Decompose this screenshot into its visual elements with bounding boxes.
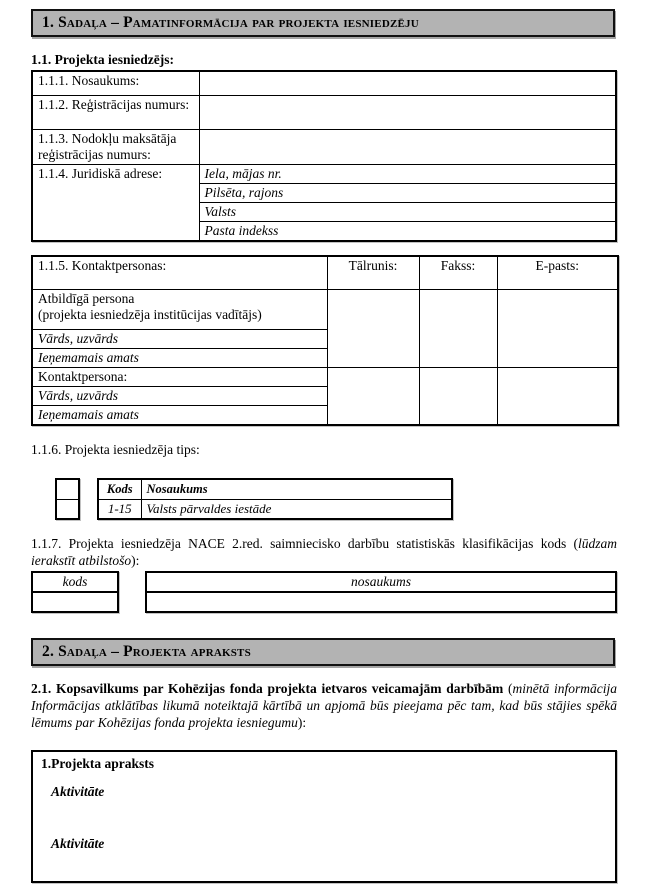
summary-paragraph — [31, 680, 617, 731]
applicant-type-row — [31, 478, 617, 520]
address-country-label[interactable]: Valsts — [199, 202, 616, 221]
contact-phone-input[interactable] — [327, 368, 419, 426]
table-row — [32, 129, 616, 164]
responsible-fax-input[interactable] — [419, 290, 497, 368]
paren-close: ): — [131, 553, 140, 568]
section-1-title: 1. Sadaļa – Pamatinformācija par projekta iesniedzēju — [42, 14, 419, 31]
address-street-label[interactable]: Iela, mājas nr. — [199, 164, 616, 183]
table-row — [32, 368, 618, 387]
field-1-1-3-label: 1.1.3. Nodokļu maksātāja reģistrācijas numurs: — [32, 129, 199, 164]
contact-person-label: Kontaktpersona: — [32, 368, 327, 387]
table-row — [32, 290, 618, 330]
nace-heading-main: 1.1.7. Projekta iesniedzēja NACE 2.red. saimniecisko darbību statistiskās klasifikācijas kods — [31, 536, 567, 551]
nace-code-box — [31, 571, 119, 613]
type-code-column-header: Kods — [98, 479, 141, 499]
fax-column-header: Fakss: — [419, 256, 497, 290]
section-2-header — [31, 638, 615, 666]
project-description-box[interactable] — [31, 750, 617, 883]
contact-name-field[interactable]: Vārds, uzvārds — [32, 387, 327, 406]
description-box-title: 1.Projekta apraksts — [41, 756, 154, 771]
phone-column-header: Tālrunis: — [327, 256, 419, 290]
nace-heading-note: lūdzam ierakstīt atbilstošo — [31, 536, 618, 568]
applicant-type-heading: 1.1.6. Projekta iesniedzēja tips: — [31, 442, 200, 457]
section-1-header — [31, 9, 615, 37]
table-row — [146, 592, 616, 612]
field-1-1-4-label: 1.1.4. Juridiskā adrese: — [32, 164, 199, 241]
type-code-value: 1-15 — [98, 499, 141, 519]
table-header-row — [32, 572, 118, 592]
nace-code-row — [31, 571, 617, 613]
responsible-email-input[interactable] — [497, 290, 618, 368]
nace-code-input[interactable] — [32, 592, 118, 612]
applicant-type-table — [97, 478, 453, 520]
table-row — [56, 479, 79, 499]
activity-label-1: Aktivitāte — [51, 784, 105, 799]
table-row — [32, 95, 616, 129]
contacts-label: 1.1.5. Kontaktpersonas: — [32, 256, 327, 290]
table-row — [32, 164, 616, 183]
responsible-person-line1: Atbildīgā persona — [38, 291, 135, 306]
nace-code-heading — [31, 535, 617, 569]
nace-name-column-header: nosaukums — [146, 572, 616, 592]
field-1-1-2-input[interactable] — [199, 95, 616, 129]
field-1-1-2-label: 1.1.2. Reģistrācijas numurs: — [32, 95, 199, 129]
nace-name-input[interactable] — [146, 592, 616, 612]
field-1-1-1-input[interactable] — [199, 71, 616, 95]
summary-italic-note: minētā informācija Informācijas atklātības likumā noteiktajā kārtībā un apjomā būs pieejama pēc tam, kad būs stājies spēkā lēmums par Kohēzijas fonda projekta iesniegumu — [31, 681, 617, 730]
address-city-label[interactable]: Pilsēta, rajons — [199, 183, 616, 202]
responsible-person-line2: (projekta iesniedzēja institūcijas vadītājs) — [38, 307, 262, 322]
contact-email-input[interactable] — [497, 368, 618, 426]
paren-open: ( — [503, 681, 513, 696]
table-header-row — [146, 572, 616, 592]
paren-open: ( — [573, 536, 578, 551]
paren-close: ): — [297, 715, 307, 730]
activity-label-2: Aktivitāte — [51, 836, 105, 851]
field-1-1-3-input[interactable] — [199, 129, 616, 164]
type-name-column-header: Nosaukums — [141, 479, 452, 499]
table-row — [32, 71, 616, 95]
address-postcode-label[interactable]: Pasta indekss — [199, 221, 616, 241]
section-2-title: 2. Sadaļa – Projekta apraksts — [42, 643, 251, 660]
type-header-checkbox[interactable] — [56, 479, 79, 499]
contact-fax-input[interactable] — [419, 368, 497, 426]
responsible-position-field[interactable]: Ieņemamais amats — [32, 349, 327, 368]
table-header-row — [32, 256, 618, 290]
field-1-1-1-label: 1.1.1. Nosaukums: — [32, 71, 199, 95]
responsible-name-field[interactable]: Vārds, uzvārds — [32, 330, 327, 349]
summary-bold-text: 2.1. Kopsavilkums par Kohēzijas fonda projekta ietvaros veicamajām darbībām — [31, 681, 504, 696]
nace-code-column-header: kods — [32, 572, 118, 592]
applicant-type-checkbox-table — [55, 478, 80, 520]
responsible-phone-input[interactable] — [327, 290, 419, 368]
subsection-1-1-heading: 1.1. Projekta iesniedzējs: — [31, 52, 174, 67]
table-row — [98, 499, 452, 519]
type-value-checkbox[interactable] — [56, 499, 79, 519]
contact-persons-table — [31, 255, 619, 427]
nace-name-box — [145, 571, 617, 613]
type-name-value: Valsts pārvaldes iestāde — [141, 499, 452, 519]
table-row — [56, 499, 79, 519]
email-column-header: E-pasts: — [497, 256, 618, 290]
responsible-person-label — [32, 290, 327, 330]
contact-position-field[interactable]: Ieņemamais amats — [32, 406, 327, 426]
table-row — [32, 592, 118, 612]
applicant-info-table — [31, 70, 617, 242]
table-header-row — [98, 479, 452, 499]
